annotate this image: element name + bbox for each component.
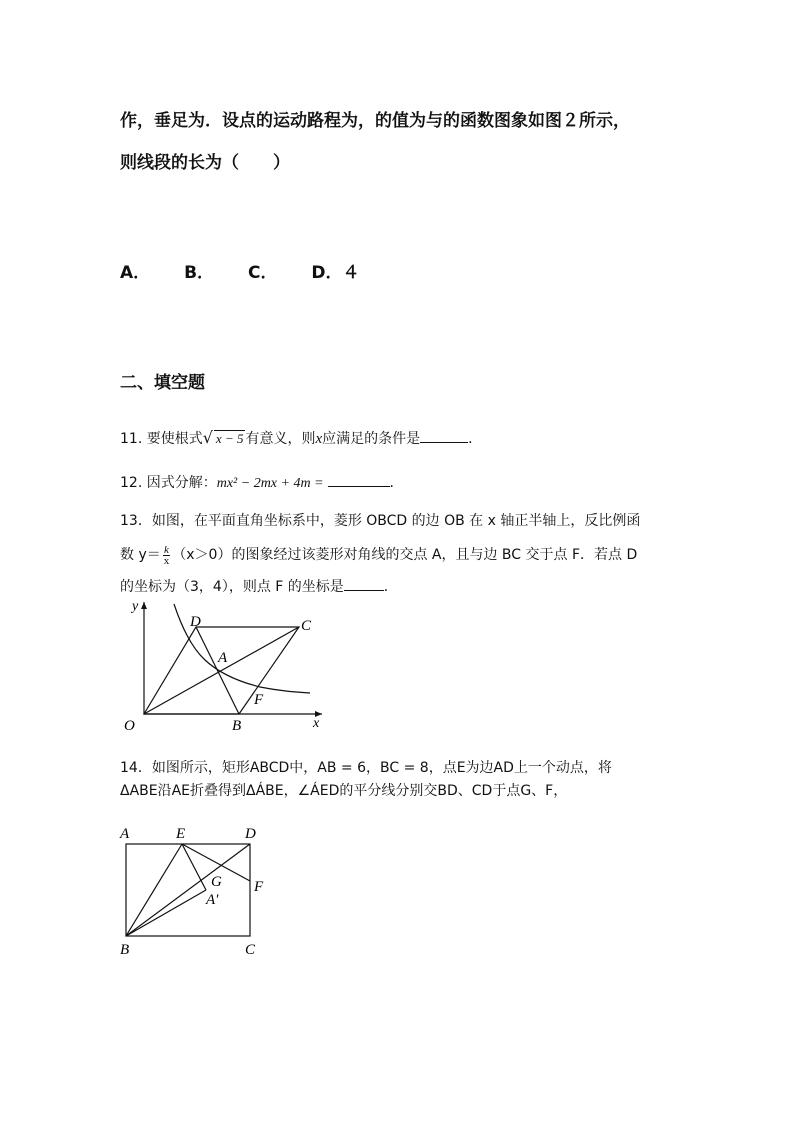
label-b: B: [120, 942, 130, 958]
label-a: A: [218, 650, 228, 666]
label-b: B: [232, 718, 242, 734]
option-d: D．４: [311, 263, 360, 283]
section-title: 二、填空题: [120, 373, 205, 393]
label-y: y: [132, 599, 139, 614]
q13-line2-pre: 数 y＝: [120, 547, 161, 563]
q10-line2: 则线段的长为（ ）: [120, 153, 290, 173]
option-c: C．: [247, 263, 278, 283]
q13-line3-pre: 的坐标为（3，4），则点 F 的坐标是: [120, 579, 344, 595]
diagonal-oc: [144, 627, 299, 714]
label-c: C: [245, 942, 256, 958]
q11-answer-blank[interactable]: [420, 428, 468, 443]
q14-line1: 14．如图所示，矩形ABCD中，AB = 6，BC = 8，点E为边AD上一个动点，将: [120, 760, 612, 776]
q10-line1: 作，垂足为．设点的运动路程为，的值为与的函数图象如图２所示，: [120, 111, 630, 131]
segment-be: [126, 844, 182, 936]
q14-figure: [112, 818, 272, 963]
q11-radicand: x − 5: [215, 431, 244, 446]
q11-post: 有意义，则: [245, 431, 316, 447]
q12-expr: mx² − 2mx + 4m =: [216, 476, 324, 491]
diagonal-bd: [126, 844, 250, 936]
q13-line1: 13．如图，在平面直角坐标系中，菱形 OBCD 的边 OB 在 x 轴正半轴上，反比例函: [120, 513, 641, 529]
q13-figure: [110, 596, 340, 736]
label-e: E: [176, 826, 186, 842]
q13-line3-end: ．: [383, 579, 398, 595]
fraction-numerator: k: [164, 543, 169, 556]
label-d: D: [245, 826, 256, 842]
label-c: C: [301, 618, 312, 634]
q12-pre: 因式分解：: [146, 475, 217, 491]
q11-end: ．: [468, 431, 483, 447]
q12-end: ．: [389, 475, 404, 491]
label-d: D: [190, 614, 201, 630]
q13-line2-post: （x＞0）的图象经过该菱形对角线的交点 A，且与边 BC 交于点 F．若点 D: [172, 547, 638, 563]
q14-line2: ΔABE沿AE折叠得到ΔÁBE，∠ÁED的平分线分别交BD、CD于点G、F，: [120, 783, 568, 799]
q11-post2: 应满足的条件是: [322, 431, 421, 447]
fraction-denominator: x: [163, 554, 170, 567]
q13-line3: [120, 576, 398, 596]
label-a-prime: A′: [206, 892, 219, 908]
y-axis-arrow: [141, 602, 147, 609]
q13-fraction: [163, 545, 171, 566]
q11: 11. 要使根式√ x − 5 有意义，则x应满足的条件是 ．: [120, 428, 483, 447]
q11-var: x: [315, 431, 323, 447]
q11-pre: 要使根式: [146, 431, 203, 447]
q12-answer-blank[interactable]: [328, 472, 390, 487]
q10-options: [120, 258, 360, 283]
diagonal-db: [196, 627, 239, 714]
segment-ba-prime: [126, 890, 206, 936]
label-f: F: [254, 879, 264, 895]
label-a: A: [120, 826, 130, 842]
label-x: x: [313, 716, 320, 731]
label-o: O: [124, 718, 135, 734]
q12: [120, 472, 404, 492]
label-g: G: [211, 874, 222, 890]
option-a: A．: [120, 263, 151, 283]
q11-number: 11.: [120, 431, 143, 447]
q12-number: 12.: [120, 475, 143, 491]
option-b: B．: [184, 263, 215, 283]
q13-line2: [120, 544, 637, 566]
label-f: F: [254, 692, 264, 708]
q13-answer-blank[interactable]: [344, 576, 384, 591]
